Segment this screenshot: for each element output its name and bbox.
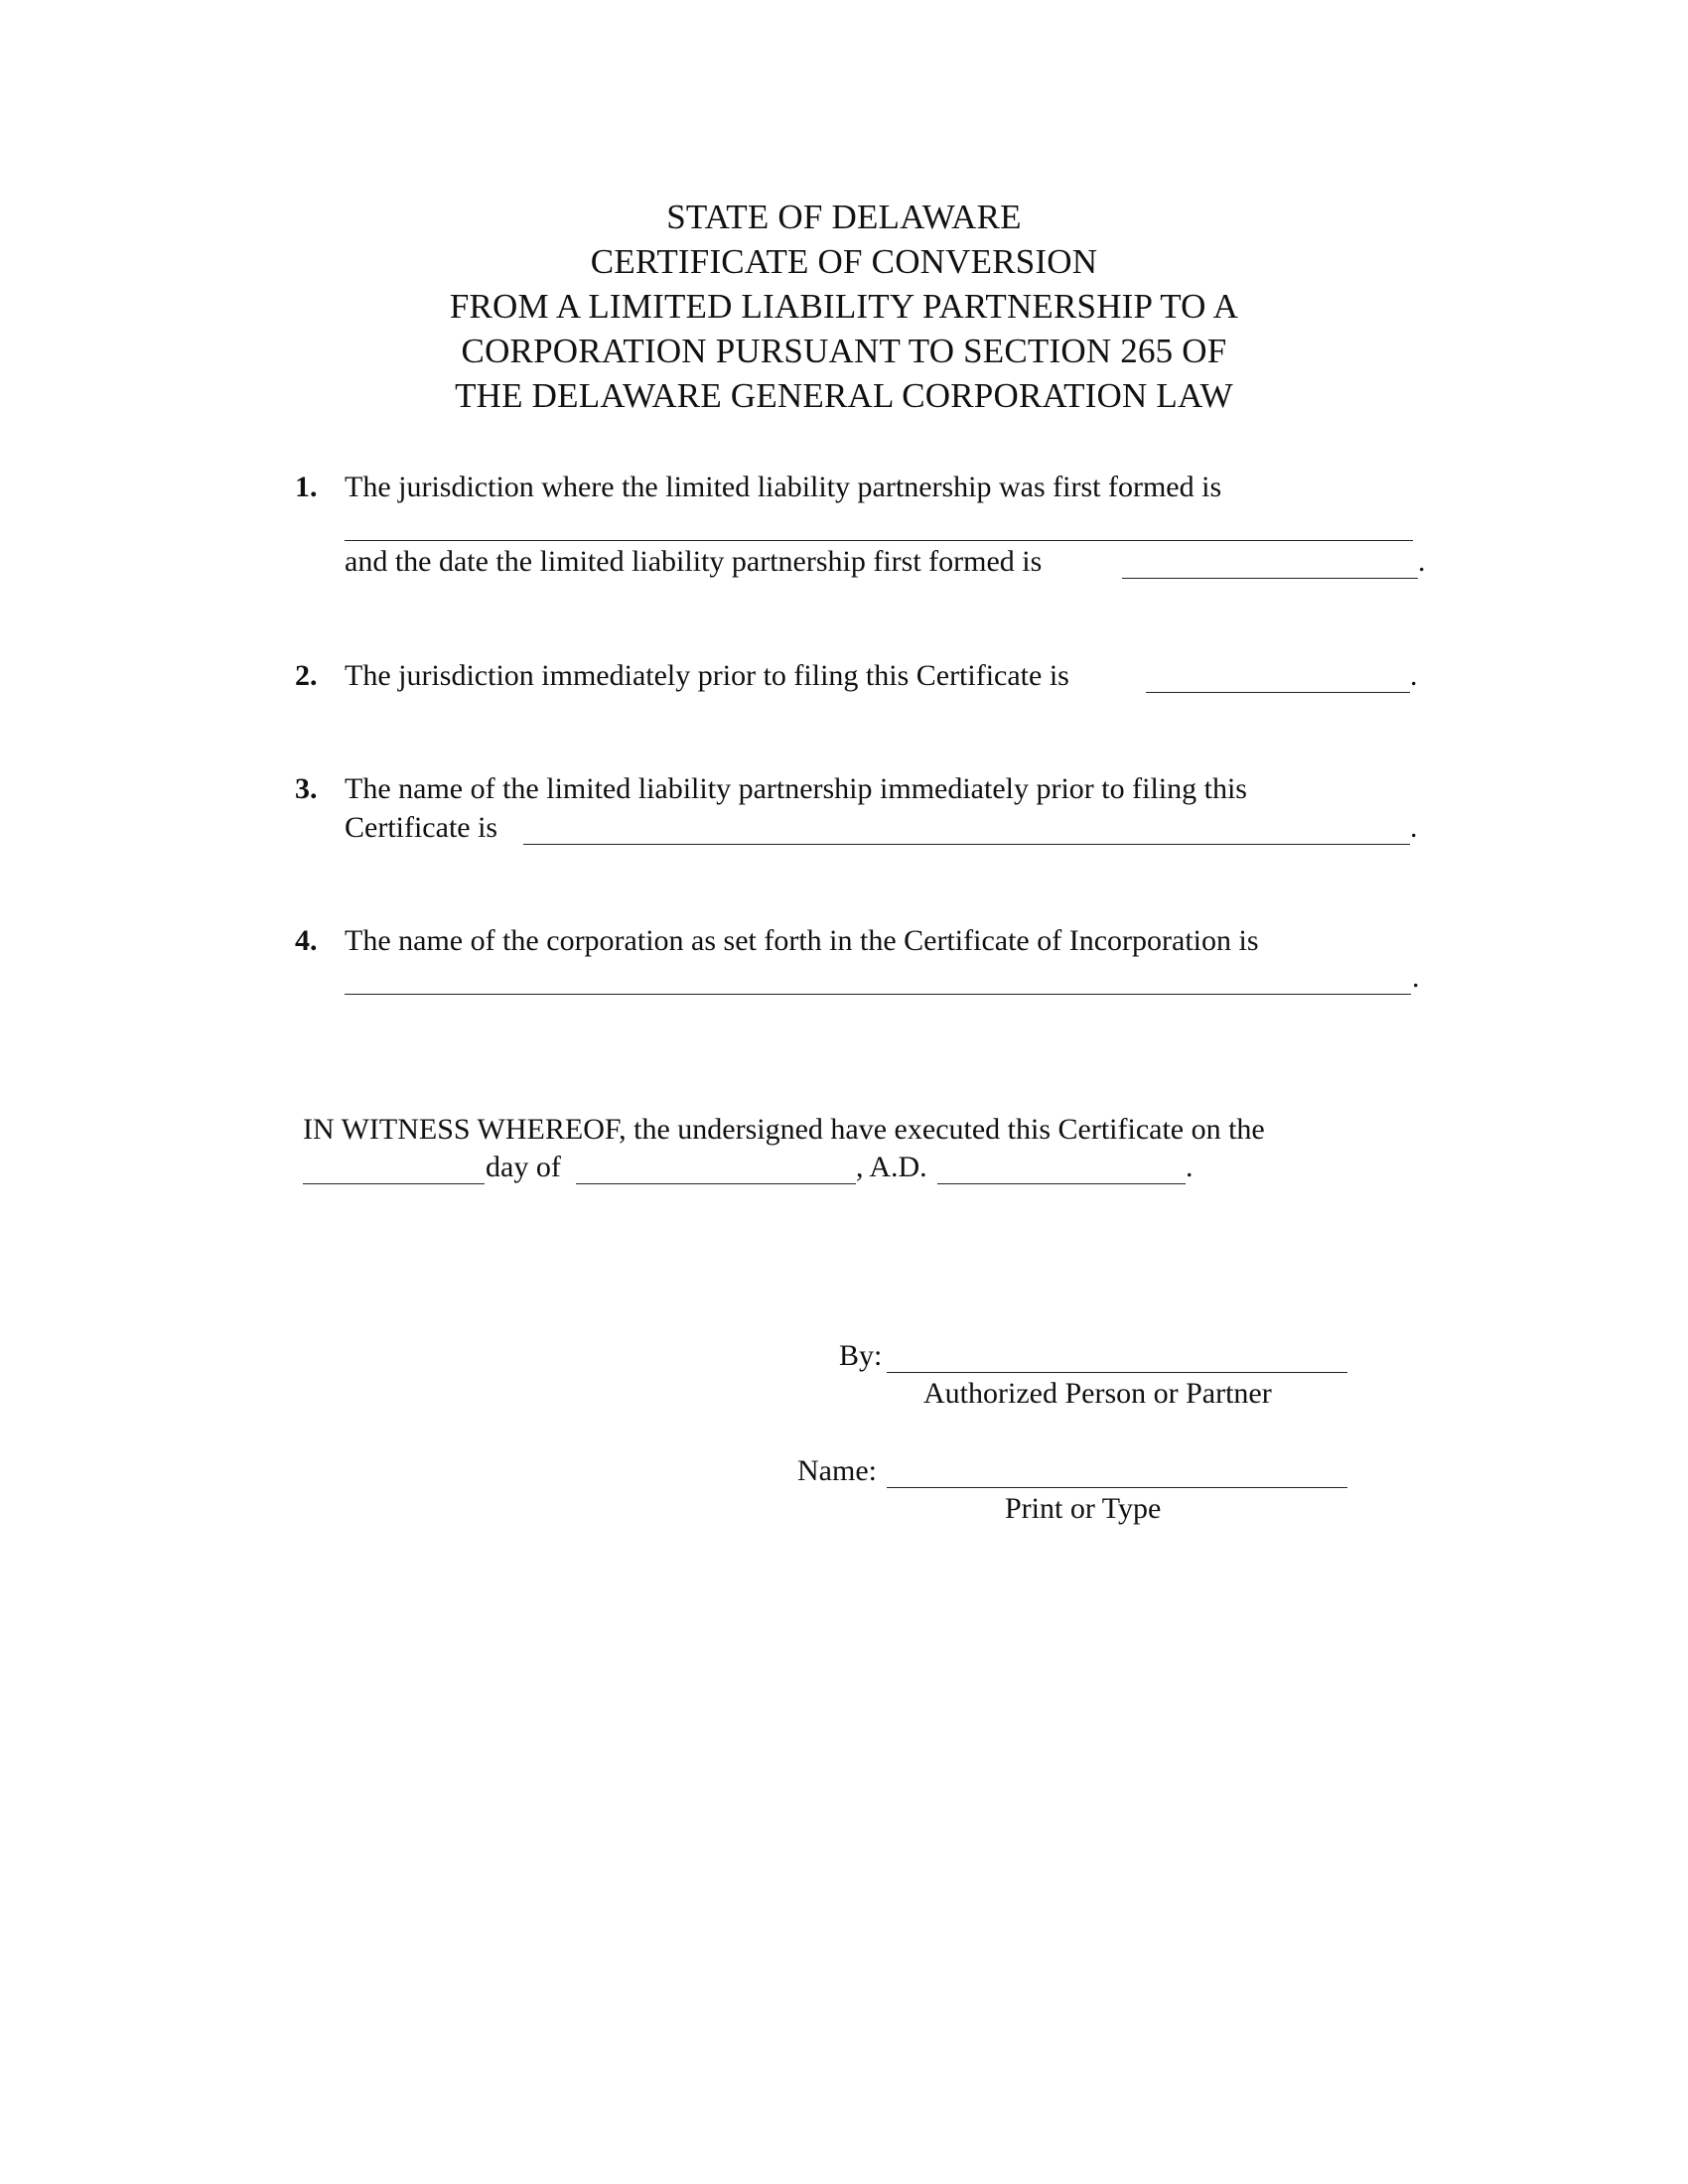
item-3-text-2: Certificate is: [345, 811, 498, 844]
title-line-4: CORPORATION PURSUANT TO SECTION 265 OF: [461, 332, 1227, 370]
item-3-text: The name of the limited liability partnership immediately prior to filing this: [345, 772, 1247, 805]
formation-jurisdiction-field[interactable]: [345, 540, 1413, 541]
item-2-number: 2.: [295, 659, 318, 692]
item-1-number: 1.: [295, 471, 318, 503]
name-label: Name:: [797, 1454, 877, 1487]
item-4-text: The name of the corporation as set forth in the Certificate of Incorporation is: [345, 924, 1259, 957]
by-label: By:: [839, 1339, 883, 1372]
witness-day-of: day of: [486, 1151, 561, 1183]
item-4-period: .: [1412, 961, 1420, 994]
witness-month-field[interactable]: [576, 1183, 856, 1184]
name-caption: Print or Type: [1005, 1492, 1162, 1525]
item-2-period: .: [1410, 659, 1418, 692]
title-line-3: FROM A LIMITED LIABILITY PARTNERSHIP TO A: [449, 287, 1239, 326]
title-line-5: THE DELAWARE GENERAL CORPORATION LAW: [455, 376, 1233, 415]
title-line-1: STATE OF DELAWARE: [666, 198, 1022, 236]
witness-period: .: [1186, 1151, 1194, 1183]
by-caption: Authorized Person or Partner: [923, 1377, 1272, 1410]
witness-text: IN WITNESS WHEREOF, the undersigned have executed this Certificate on the: [303, 1113, 1265, 1146]
partnership-name-field[interactable]: [523, 844, 1410, 845]
item-1-text: The jurisdiction where the limited liability partnership was first formed is: [345, 471, 1222, 503]
item-3-period: .: [1410, 811, 1418, 844]
witness-ad: , A.D.: [856, 1151, 927, 1183]
witness-day-field[interactable]: [303, 1183, 485, 1184]
title-line-2: CERTIFICATE OF CONVERSION: [590, 242, 1098, 281]
prior-jurisdiction-field[interactable]: [1146, 692, 1410, 693]
formation-date-field[interactable]: [1122, 578, 1418, 579]
witness-year-field[interactable]: [937, 1183, 1186, 1184]
signature-field[interactable]: [887, 1372, 1347, 1373]
item-1-text-2: and the date the limited liability partnership first formed is: [345, 545, 1043, 578]
document-title: [0, 195, 1688, 418]
item-4-number: 4.: [295, 924, 318, 957]
item-3-number: 3.: [295, 772, 318, 805]
printed-name-field[interactable]: [887, 1487, 1347, 1488]
item-2-text: The jurisdiction immediately prior to filing this Certificate is: [345, 659, 1069, 692]
item-1-period: .: [1418, 545, 1426, 578]
corporation-name-field[interactable]: [345, 994, 1411, 995]
